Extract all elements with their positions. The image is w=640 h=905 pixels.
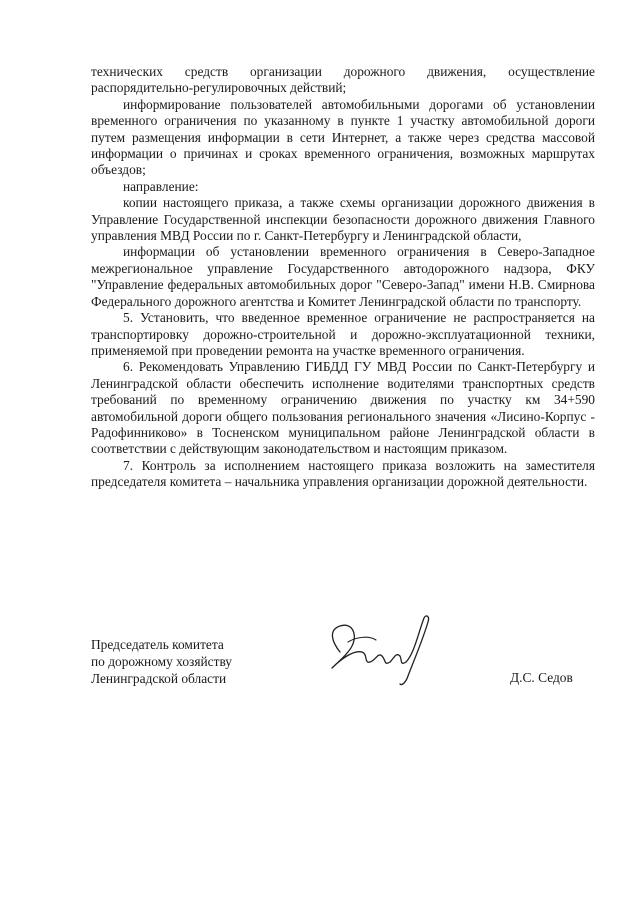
signer-position-line: Ленинградской области xyxy=(91,671,227,686)
paragraph-continuation: технических средств организации дорожного движения, осуществление распорядительно-регулировочных действий; xyxy=(91,64,595,96)
signer-position xyxy=(91,636,232,687)
paragraph-informing: информирование пользователей автомобильными дорогами об установлении временного ограничения по указанному в пункте 1 участку автомобильной дороги путем размещения информации в сети Интернет, а также через средства массовой информации о причинах и сроках временного ограничения, возможных маршрутах объездов; xyxy=(91,96,595,178)
signer-name: Д.С. Седов xyxy=(510,670,573,685)
handwritten-signature xyxy=(318,612,438,692)
signer-position-line: Председатель комитета xyxy=(91,637,224,652)
signer-position-line: по дорожному хозяйству xyxy=(91,654,232,669)
paragraph-item-7: 7. Контроль за исполнением настоящего приказа возложить на заместителя председателя комитета – начальника управления организации дорожной деятельности. xyxy=(91,457,595,490)
document-body xyxy=(91,64,595,491)
paragraph-item-5: 5. Установить, что введенное временное ограничение не распространяется на транспортировку дорожно-строительной и дорожно-эксплуатационной техники, применяемой при проведении ремонта на участке временного ограничения. xyxy=(91,310,595,358)
paragraph-copies: копии настоящего приказа, а также схемы организации дорожного движения в Управление Государственной инспекции безопасности дорожного движения Главного управления МВД России по г. Санкт-Петербургу и Ленинградской области, xyxy=(91,195,595,244)
paragraph-item-6: 6. Рекомендовать Управлению ГИБДД ГУ МВД России по Санкт-Петербургу и Ленинградской области обеспечить исполнение водителями транспортных средств требований по временному ограничению движения по участку км 34+590 автомобильной дороги общего пользования регионального значения «Лисино-Корпус - Радофинниково» в Тосненском муниципальном районе Ленинградской области в соответствии с действующим законодательством и настоящим приказом. xyxy=(91,359,595,457)
paragraph-information: информации об установлении временного ограничения в Северо-Западное межрегиональное управление Государственного автодорожного надзора, ФКУ "Управление федеральных автомобильных дорог "Северо-Запад" имени Н.В. Смирнова Федерального дорожного агентства и Комитет Ленинградской области по транспорту. xyxy=(91,244,595,309)
paragraph-direction-heading: направление: xyxy=(123,178,199,194)
